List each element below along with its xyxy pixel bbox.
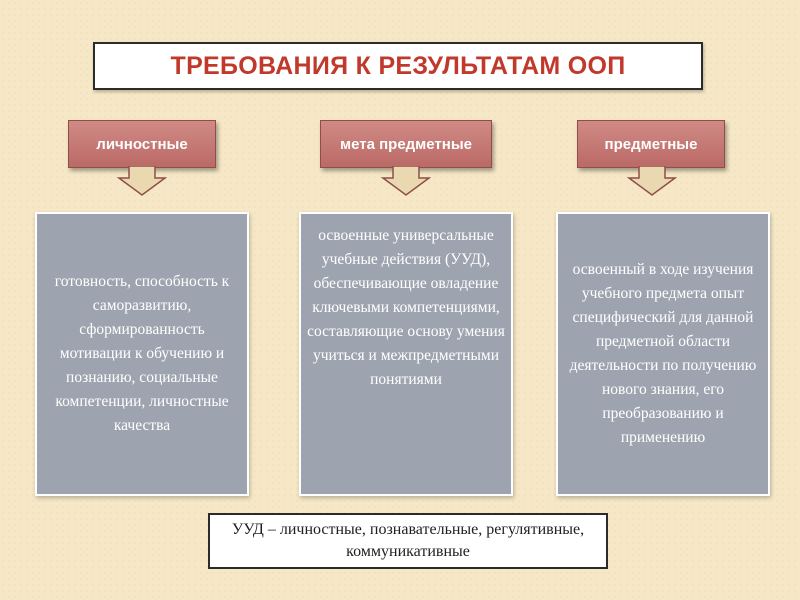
title-box bbox=[93, 42, 703, 90]
footer-text: УУД – личностные, познавательные, регулятивные, коммуникативные bbox=[231, 521, 585, 560]
category-meta-subject bbox=[320, 120, 492, 168]
category-subject-label: предметные bbox=[604, 135, 698, 153]
arrow-down-icon bbox=[117, 166, 167, 196]
content-box-meta-subject bbox=[299, 212, 513, 496]
arrow-down-icon bbox=[627, 166, 677, 196]
arrow-down-icon bbox=[381, 166, 431, 196]
content-box-personal bbox=[35, 212, 249, 496]
footer-box bbox=[208, 513, 608, 569]
content-subject-text: освоенный в ходе изучения учебного предмета опыт специфический для данной предметной области деятельности по получению нового знания, его преобразованию и применению bbox=[569, 261, 757, 446]
page-title: ТРЕБОВАНИЯ К РЕЗУЛЬТАТАМ ООП bbox=[170, 51, 626, 80]
content-personal-text: готовность, способность к саморазвитию, сформированность мотивации к обучению и познанию, социальные компетенции, личностные качества bbox=[54, 273, 230, 434]
category-personal-label: личностные bbox=[96, 135, 188, 153]
category-personal bbox=[68, 120, 216, 168]
content-box-subject bbox=[556, 212, 770, 496]
content-meta-subject-text: освоенные универсальные учебные действия (УУД), обеспечивающие овладение ключевыми компетенциями, составляющие основу умения учиться и межпредметными понятиями bbox=[307, 227, 505, 388]
category-subject bbox=[577, 120, 725, 168]
category-meta-subject-label: мета предметные bbox=[340, 135, 472, 153]
